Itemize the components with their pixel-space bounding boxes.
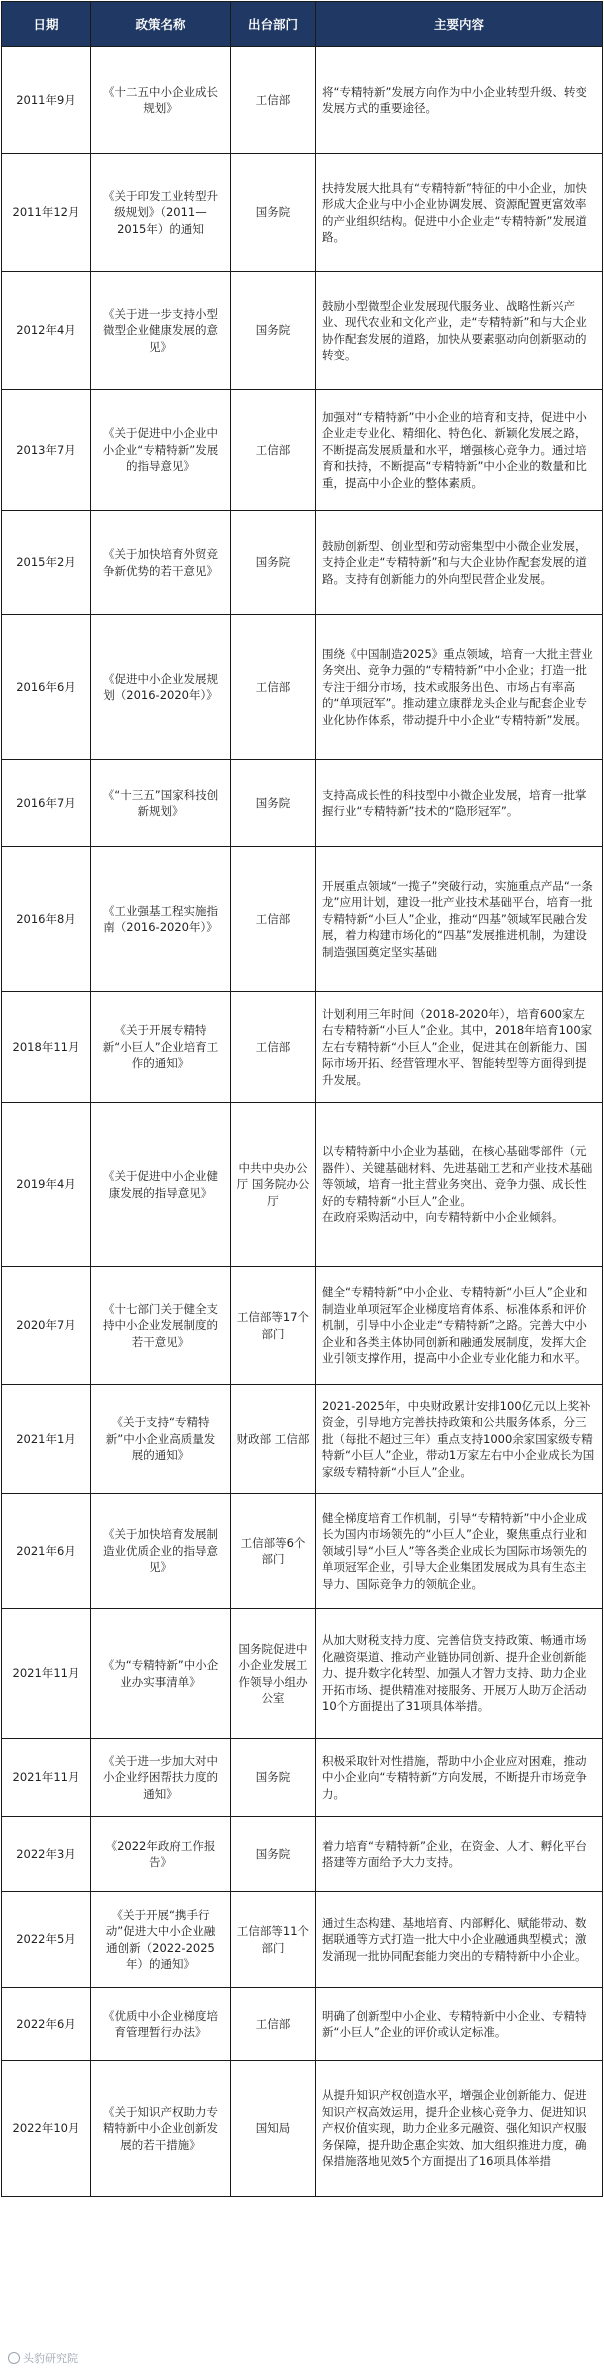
policy-name-cell: 《关于支持“专精特新”中小企业高质量发展的通知》 xyxy=(91,1385,231,1494)
watermark-logo-icon xyxy=(8,2352,20,2364)
department-cell: 工信部 xyxy=(231,1988,316,2061)
content-cell: 通过生态构建、基地培育、内部孵化、赋能带动、数据联通等方式打造一批大中小企业融通典型模式；激发涌现一批协同配套能力突出的专精特新中小企业。 xyxy=(316,1892,603,1988)
date-cell: 2016年7月 xyxy=(2,760,91,847)
department-cell: 国务院 xyxy=(231,1817,316,1892)
date-cell: 2020年7月 xyxy=(2,1267,91,1385)
content-cell: 从提升知识产权创造水平，增强企业创新能力、促进知识产权高效运用，提升企业核心竞争力、促进知识产权价值实现，助力企业多元融资、强化知识产权服务保障，提升助企惠企实效、加大组织推进力度，确保措施落地见效5个方面提出了16项具体举措 xyxy=(316,2061,603,2197)
date-cell: 2022年6月 xyxy=(2,1988,91,2061)
date-cell: 2021年1月 xyxy=(2,1385,91,1494)
department-cell: 国知局 xyxy=(231,2061,316,2197)
content-cell: 健全“专精特新”中小企业、专精特新“小巨人”企业和制造业单项冠军企业梯度培育体系、标准体系和评价机制，引导中小企业走“专精特新”之路。完善大中小企业和各类主体协同创新和融通发展制度，发挥大企业引领支撑作用，提高中小企业专业化能力和水平。 xyxy=(316,1267,603,1385)
table-row xyxy=(2,1385,603,1494)
table-row xyxy=(2,1988,603,2061)
department-cell: 工信部等11个部门 xyxy=(231,1892,316,1988)
watermark xyxy=(8,2350,78,2366)
watermark-text: 头豹研究院 xyxy=(23,2352,78,2365)
policy-name-cell: 《关于开展“携手行动”促进大中小企业融通创新（2022-2025年）的通知》 xyxy=(91,1892,231,1988)
date-cell: 2022年10月 xyxy=(2,2061,91,2197)
policy-name-cell: 《优质中小企业梯度培育管理暂行办法》 xyxy=(91,1988,231,2061)
date-cell: 2011年12月 xyxy=(2,154,91,272)
department-cell: 中共中央办公厅 国务院办公厅 xyxy=(231,1103,316,1267)
date-cell: 2013年7月 xyxy=(2,390,91,511)
content-cell: 将“专精特新”发展方向作为中小企业转型升级、转变发展方式的重要途径。 xyxy=(316,47,603,154)
department-cell: 工信部 xyxy=(231,847,316,992)
content-cell: 以专精特新中小企业为基础，在核心基础零部件（元器件）、关键基础材料、先进基础工艺和产业技术基础等领域，培育一批主营业务突出、竞争力强、成长性好的专精特新“小巨人”企业。 在政府采购活动中，向专精特新中小企业倾斜。 xyxy=(316,1103,603,1267)
policy-name-cell: 《2022年政府工作报告》 xyxy=(91,1817,231,1892)
department-cell: 工信部 xyxy=(231,992,316,1103)
table-row xyxy=(2,272,603,390)
content-cell: 从加大财税支持力度、完善信贷支持政策、畅通市场化融资渠道、推动产业链协同创新、提升企业创新能力、提升数字化转型、加强人才智力支持、助力企业开拓市场、提供精准对接服务、开展万人助万企活动10个方面提出了31项具体举措。 xyxy=(316,1609,603,1739)
content-cell: 围绕《中国制造2025》重点领域，培育一大批主营业务突出、竞争力强的“专精特新”中小企业；打造一批专注于细分市场，技术或服务出色、市场占有率高的“单项冠军”。推动建立康群龙头企业与配套企业专业化协作体系，带动提升中小企业“专精特新”发展。 xyxy=(316,615,603,760)
date-cell: 2012年4月 xyxy=(2,272,91,390)
table-row xyxy=(2,154,603,272)
department-cell: 工信部等17个部门 xyxy=(231,1267,316,1385)
table-row xyxy=(2,1267,603,1385)
content-cell: 计划利用三年时间（2018-2020年），培育600家左右专精特新“小巨人”企业。其中，2018年培育100家左右专精特新“小巨人”企业，促进其在创新能力、国际市场开拓、经营管理水平、智能转型等方面得到提升发展。 xyxy=(316,992,603,1103)
table-header-row xyxy=(2,2,603,47)
header-department: 出台部门 xyxy=(231,2,316,47)
content-cell: 鼓励小型微型企业发展现代服务业、战略性新兴产业、现代农业和文化产业，走“专精特新”和与大企业协作配套发展的道路，加快从要素驱动向创新驱动的转变。 xyxy=(316,272,603,390)
content-cell: 明确了创新型中小企业、专精特新中小企业、专精特新“小巨人”企业的评价或认定标准。 xyxy=(316,1988,603,2061)
policy-name-cell: 《工业强基工程实施指南（2016-2020年）》 xyxy=(91,847,231,992)
content-cell: 加强对“专精特新”中小企业的培育和支持，促进中小企业走专业化、精细化、特色化、新颖化发展之路，不断提高发展质量和水平，增强核心竞争力。通过培育和扶持，不断提高“专精特新”中小企业的数量和比重，提高中小企业的整体素质。 xyxy=(316,390,603,511)
table-row xyxy=(2,1892,603,1988)
policy-name-cell: 《关于进一步加大对中小企业纾困帮扶力度的通知》 xyxy=(91,1739,231,1817)
content-cell: 开展重点领域“一揽子”突破行动，实施重点产品“一条龙”应用计划，建设一批产业技术基础平台，培育一批专精特新“小巨人”企业，推动“四基”领域军民融合发展，着力构建市场化的“四基”发展推进机制，为建设制造强国奠定坚实基础 xyxy=(316,847,603,992)
content-cell: 鼓励创新型、创业型和劳动密集型中小微企业发展，支持企业走“专精特新”和与大企业协作配套发展的道路。支持有创新能力的外向型民营企业发展。 xyxy=(316,511,603,615)
policy-name-cell: 《关于加快培育发展制造业优质企业的指导意见》 xyxy=(91,1494,231,1609)
department-cell: 财政部 工信部 xyxy=(231,1385,316,1494)
table-row xyxy=(2,511,603,615)
policy-name-cell: 《关于促进中小企业中小企业“专精特新”发展的指导意见》 xyxy=(91,390,231,511)
table-row xyxy=(2,615,603,760)
table-row xyxy=(2,847,603,992)
policy-name-cell: 《为“专精特新”中小企业办实事清单》 xyxy=(91,1609,231,1739)
policy-name-cell: 《十七部门关于健全支持中小企业发展制度的若干意见》 xyxy=(91,1267,231,1385)
policy-name-cell: 《关于加快培育外贸竞争新优势的若干意见》 xyxy=(91,511,231,615)
department-cell: 国务院 xyxy=(231,511,316,615)
table-row xyxy=(2,1103,603,1267)
department-cell: 工信部等6个部门 xyxy=(231,1494,316,1609)
policy-name-cell: 《关于印发工业转型升级规划》（2011—2015年）的通知 xyxy=(91,154,231,272)
date-cell: 2021年11月 xyxy=(2,1739,91,1817)
policy-name-cell: 《十二五中小企业成长规划》 xyxy=(91,47,231,154)
date-cell: 2015年2月 xyxy=(2,511,91,615)
policy-name-cell: 《关于进一步支持小型微型企业健康发展的意见》 xyxy=(91,272,231,390)
date-cell: 2011年9月 xyxy=(2,47,91,154)
policy-table xyxy=(1,1,603,2197)
table-row xyxy=(2,992,603,1103)
department-cell: 国务院促进中小企业发展工作领导小组办公室 xyxy=(231,1609,316,1739)
table-row xyxy=(2,1494,603,1609)
date-cell: 2016年8月 xyxy=(2,847,91,992)
date-cell: 2019年4月 xyxy=(2,1103,91,1267)
table-row xyxy=(2,1817,603,1892)
department-cell: 工信部 xyxy=(231,47,316,154)
department-cell: 工信部 xyxy=(231,390,316,511)
content-cell: 健全梯度培育工作机制，引导“专精特新”中小企业成长为国内市场领先的“小巨人”企业，聚焦重点行业和领域引导“小巨人”等各类企业成长为国际市场领先的单项冠军企业，引导大企业集团发展成为具有生态主导力、国际竞争力的领航企业。 xyxy=(316,1494,603,1609)
policy-name-cell: 《关于促进中小企业健康发展的指导意见》 xyxy=(91,1103,231,1267)
content-cell: 2021-2025年，中央财政累计安排100亿元以上奖补资金，引导地方完善扶持政策和公共服务体系，分三批（每批不超过三年）重点支持1000余家国家级专精特新“小巨人”企业，带动1万家左右中小企业成长为国家级专精特新“小巨人”企业。 xyxy=(316,1385,603,1494)
department-cell: 国务院 xyxy=(231,1739,316,1817)
table-row xyxy=(2,2061,603,2197)
policy-name-cell: 《关于知识产权助力专精特新中小企业创新发展的若干措施》 xyxy=(91,2061,231,2197)
table-row xyxy=(2,47,603,154)
table-row xyxy=(2,390,603,511)
content-cell: 积极采取针对性措施，帮助中小企业应对困难，推动中小企业向“专精特新”方向发展，不断提升市场竞争力。 xyxy=(316,1739,603,1817)
policy-name-cell: 《关于开展专精特新“小巨人”企业培育工作的通知》 xyxy=(91,992,231,1103)
policy-name-cell: 《“十三五”国家科技创新规划》 xyxy=(91,760,231,847)
date-cell: 2018年11月 xyxy=(2,992,91,1103)
content-cell: 着力培育“专精特新”企业，在资金、人才、孵化平台搭建等方面给予大力支持。 xyxy=(316,1817,603,1892)
policy-name-cell: 《促进中小企业发展规划（2016-2020年）》 xyxy=(91,615,231,760)
department-cell: 国务院 xyxy=(231,154,316,272)
content-cell: 扶持发展大批具有“专精特新”特征的中小企业，加快形成大企业与中小企业协调发展、资源配置更富效率的产业组织结构。促进中小企业走“专精特新”发展道路。 xyxy=(316,154,603,272)
date-cell: 2022年5月 xyxy=(2,1892,91,1988)
content-cell: 支持高成长性的科技型中小微企业发展，培育一批掌握行业“专精特新”技术的“隐形冠军”。 xyxy=(316,760,603,847)
header-policy-name: 政策名称 xyxy=(91,2,231,47)
header-date: 日期 xyxy=(2,2,91,47)
date-cell: 2016年6月 xyxy=(2,615,91,760)
date-cell: 2021年6月 xyxy=(2,1494,91,1609)
department-cell: 国务院 xyxy=(231,272,316,390)
department-cell: 国务院 xyxy=(231,760,316,847)
table-row xyxy=(2,760,603,847)
date-cell: 2021年11月 xyxy=(2,1609,91,1739)
header-main-content: 主要内容 xyxy=(316,2,603,47)
department-cell: 工信部 xyxy=(231,615,316,760)
table-row xyxy=(2,1609,603,1739)
date-cell: 2022年3月 xyxy=(2,1817,91,1892)
table-row xyxy=(2,1739,603,1817)
